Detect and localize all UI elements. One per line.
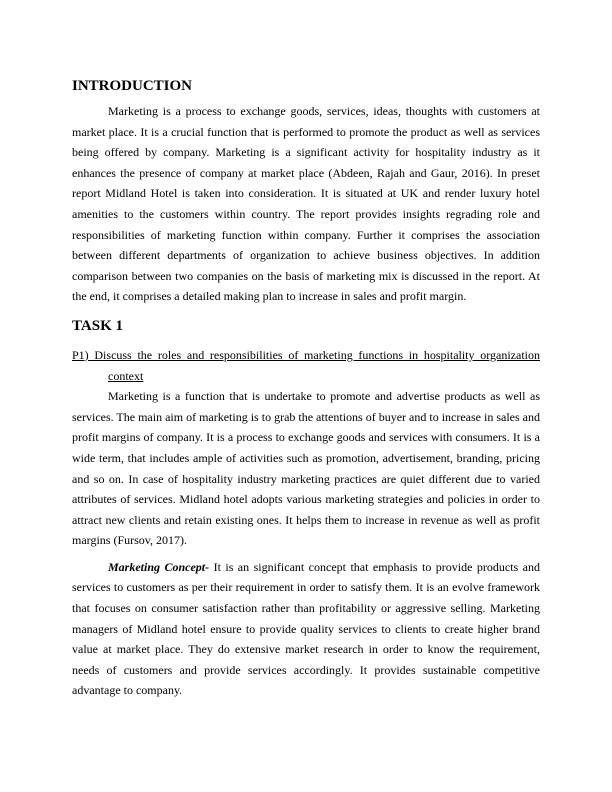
document-page: [72, 77, 540, 701]
marketing-concept-paragraph: [72, 557, 540, 701]
introduction-paragraph: Marketing is a process to exchange goods, services, ideas, thoughts with customers at market place. It is a crucial function that is performed to promote the product as well as services being offered by company. Marketing is a significant activity for hospitality industry as it enhances the presence of company at market place (Abdeen, Rajah and Gaur, 2016). In preset report Midland Hotel is taken into consideration. It is situated at UK and render luxury hotel amenities to the customers within country. The report provides insights regrading role and responsibilities of marketing function within company. Further it comprises the association between different departments of organization to achieve business objectives. In addition comparison between two companies on the basis of marketing mix is discussed in the report. At the end, it comprises a detailed making plan to increase in sales and profit margin.: [72, 104, 540, 304]
task1-question: P1) Discuss the roles and responsibilities of marketing functions in hospitality organization context: [72, 347, 540, 383]
marketing-concept-term: Marketing Concept-: [108, 559, 210, 574]
marketing-concept-text: It is an significant concept that emphasis to provide products and services to customers as per their requirement in order to satisfy them. It is an evolve framework that focuses on consumer satisfaction rather than profitability or aggressive selling. Marketing managers of Midland hotel ensure to provide quality services to clients to create higher brand value at market place. They do extensive market research in order to know the requirement, needs of customers and provide services accordingly. It provides sustainable competitive advantage to company.: [72, 559, 540, 698]
task1-paragraph-1: Marketing is a function that is undertake to promote and advertise products as well as services. The main aim of marketing is to grab the attentions of buyer and to increase in sales and profit margins of company. It is a process to exchange goods and services with consumers. It is a wide term, that includes ample of activities such as promotion, advertisement, branding, pricing and so on. In case of hospitality industry marketing practices are quiet different due to varied attributes of services. Midland hotel adopts various marketing strategies and policies in order to attract new clients and retain existing ones. It helps them to increase in revenue as well as profit margins (Fursov, 2017).: [72, 389, 540, 548]
task1-heading: TASK 1: [72, 317, 123, 334]
introduction-heading: INTRODUCTION: [72, 78, 193, 94]
